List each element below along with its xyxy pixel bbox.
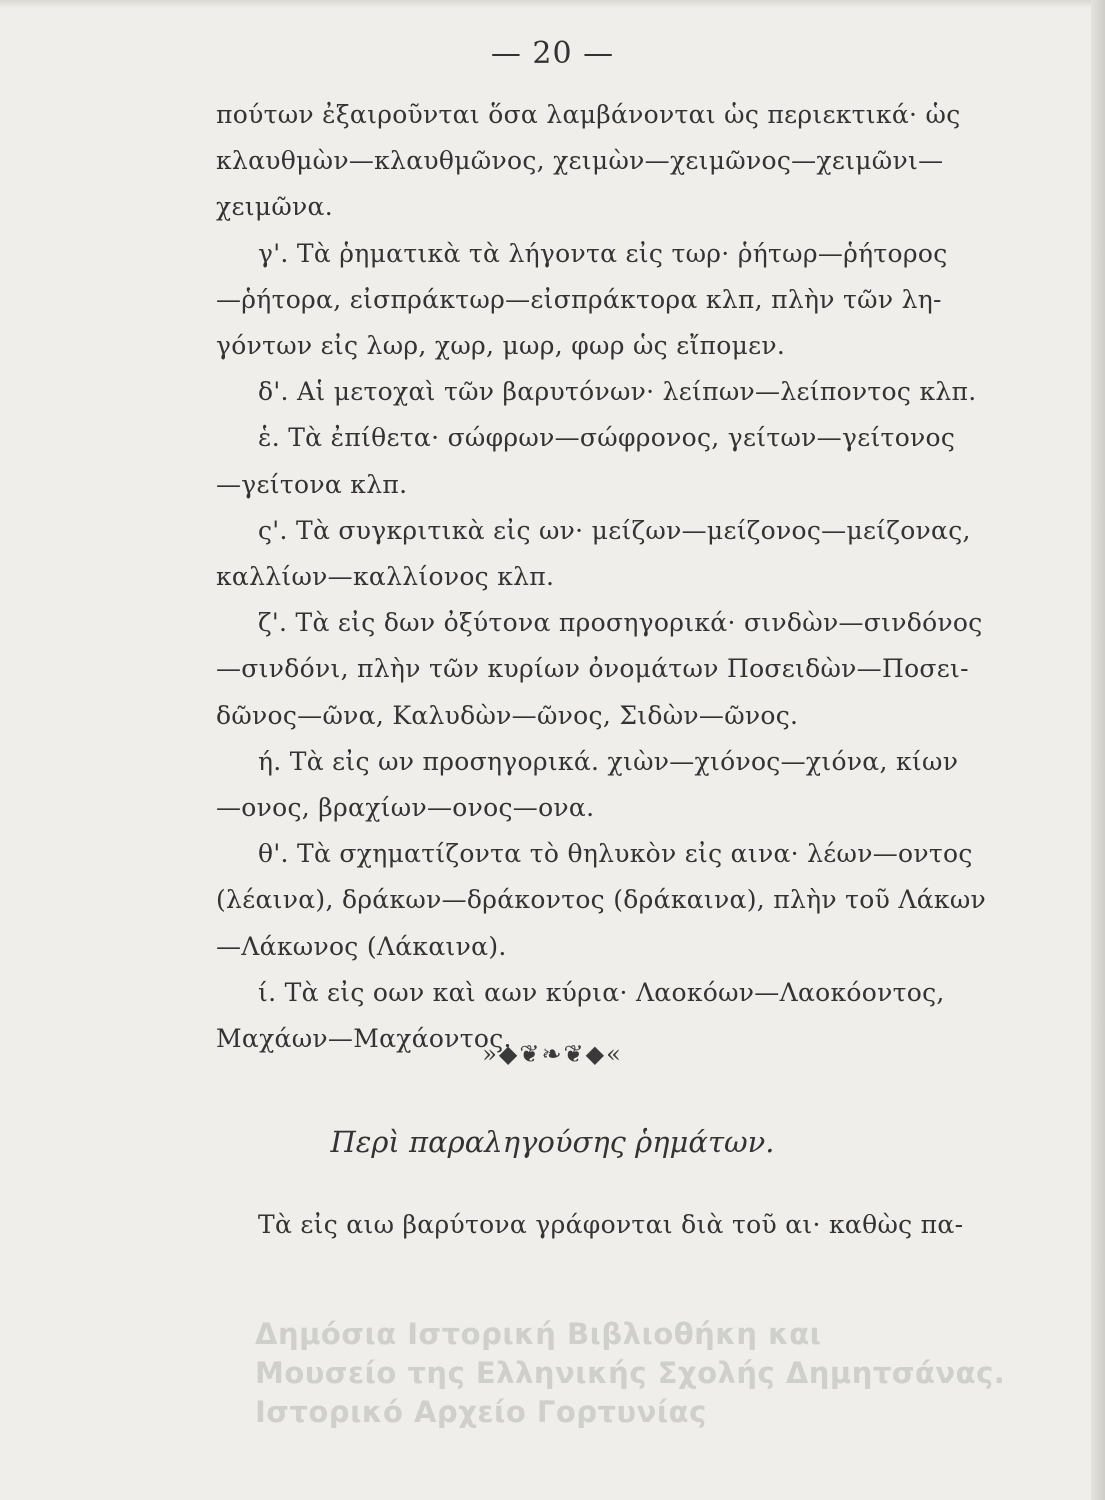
text-line: γ'. Τὰ ῥηματικὰ τὰ λήγοντα εἰς τωρ· ῥήτωρ—ῥήτορος xyxy=(258,238,948,268)
text-line: ζ'. Τὰ εἰς δων ὀξύτονα προσηγορικά· σινδὼν—σινδόνος xyxy=(258,608,983,638)
text-line: —ονος, βραχίων—ονος—ονα. xyxy=(216,793,595,823)
text-line: θ'. Τὰ σχηματίζοντα τὸ θηλυκὸν εἰς αινα· λέων—οντος xyxy=(258,839,973,869)
text-line: —Λάκωνος (Λάκαινα). xyxy=(216,931,507,961)
page-right-edge xyxy=(1091,0,1105,1500)
page-top-edge xyxy=(0,0,1105,8)
section-heading: Περὶ παραληγούσης ῥημάτων. xyxy=(330,1125,775,1159)
text-line: (λέαινα), δράκων—δράκοντος (δράκαινα), πλὴν τοῦ Λάκων xyxy=(216,885,987,915)
text-line: πούτων ἐξαιροῦνται ὅσα λαμβάνονται ὡς περιεκτικά· ὡς xyxy=(216,100,961,129)
text-line: Μαχάων—Μαχάοντος. xyxy=(216,1024,512,1054)
text-line: ἑ. Τὰ ἐπίθετα· σώφρων—σώφρονος, γείτων—γείτονος xyxy=(258,423,956,453)
watermark-line: Δημόσια Ιστορική Βιβλιοθήκη και xyxy=(255,1317,822,1351)
body-text xyxy=(216,92,996,1062)
text-line: γόντων εἰς λωρ, χωρ, μωρ, φωρ ὡς εἴπομεν. xyxy=(216,331,786,361)
text-line: ί. Τὰ εἰς οων καὶ αων κύρια· Λαοκόων—Λαοκόοντος, xyxy=(258,977,945,1007)
text-line: Τὰ εἰς αιω βαρύτονα γράφονται διὰ τοῦ αι· καθὼς πα- xyxy=(258,1210,964,1239)
text-line: χειμῶνα. xyxy=(216,192,333,222)
text-line: δῶνος—ῶνα, Καλυδὼν—ῶνος, Σιδὼν—ῶνος. xyxy=(216,700,799,730)
watermark-line: Μουσείο της Ελληνικής Σχολής Δημητσάνας. xyxy=(255,1356,1006,1390)
text-line: ς'. Τὰ συγκριτικὰ εἰς ων· μείζων—μείζονος—μείζονας, xyxy=(258,515,971,545)
text-line: κλαυθμὼν—κλαυθμῶνος, χειμὼν—χειμῶνος—χειμῶνι— xyxy=(216,146,944,176)
text-line: —γείτονα κλπ. xyxy=(216,469,408,499)
ornament-divider: »◆❦❧❦◆« xyxy=(482,1040,623,1068)
text-line: καλλίων—καλλίονος κλπ. xyxy=(216,562,555,592)
watermark-line: Ιστορικό Αρχείο Γορτυνίας xyxy=(255,1395,707,1429)
text-line: —σινδόνι, πλὴν τῶν κυρίων ὀνομάτων Ποσειδὼν—Ποσει- xyxy=(216,654,969,684)
text-line: —ῥήτορα, εἰσπράκτωρ—εἰσπράκτορα κλπ, πλὴν τῶν λη- xyxy=(216,284,942,314)
text-line: ή. Τὰ εἰς ων προσηγορικά. χιὼν—χιόνος—χιόνα, κίων xyxy=(258,746,959,776)
library-watermark xyxy=(255,1315,1005,1432)
text-line: δ'. Αἱ μετοχαὶ τῶν βαρυτόνων· λείπων—λείποντος κλπ. xyxy=(258,377,977,407)
page-number: — 20 — xyxy=(490,36,615,71)
